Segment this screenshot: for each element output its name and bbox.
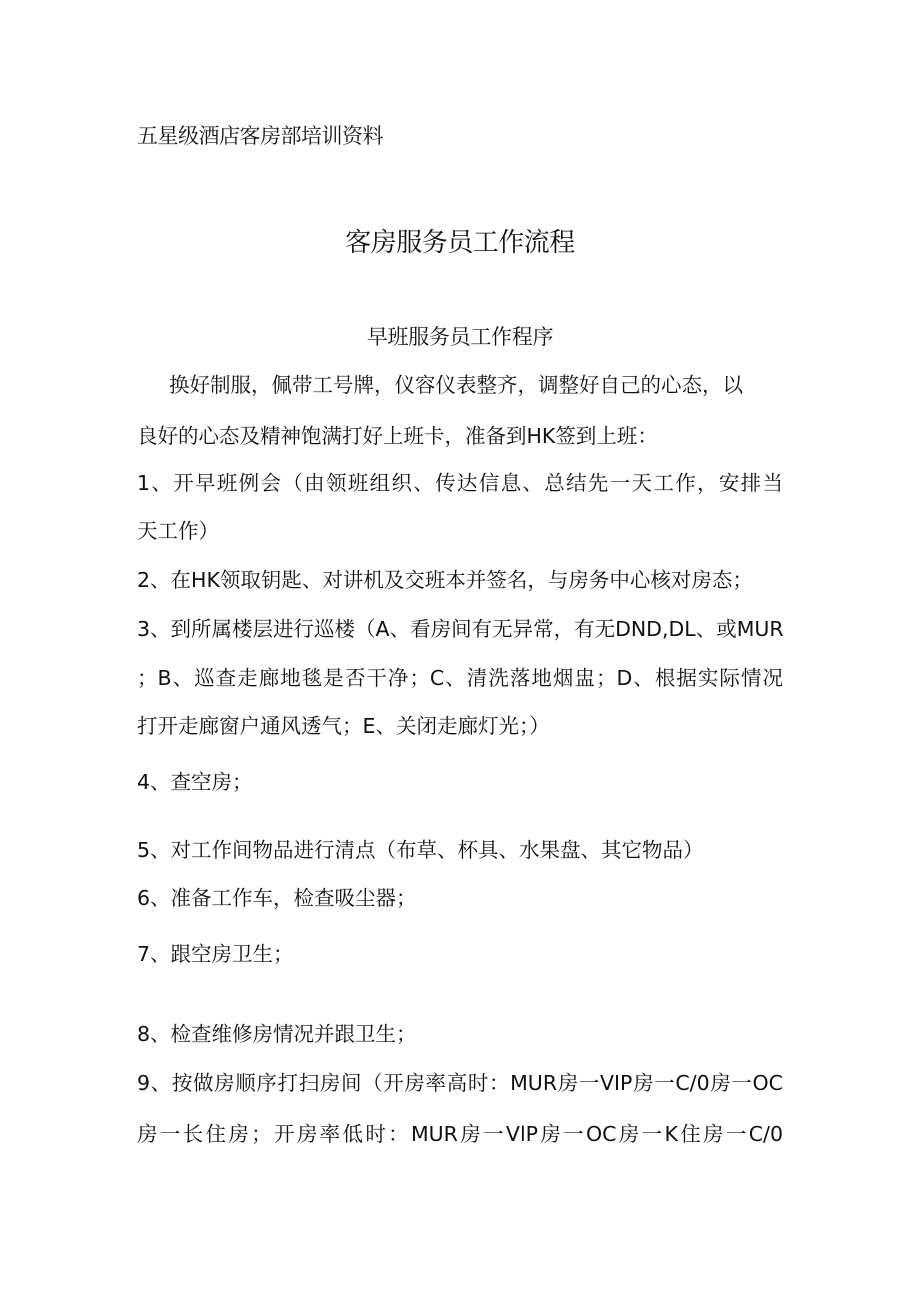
paragraph-line-intro-2: 良好的心态及精神饱满打好上班卡，准备到HK签到上班： [137, 424, 658, 448]
list-item-1-line-1: 1、开早班例会（由领班组织、传达信息、总结先一天工作，安排当 [137, 471, 783, 495]
document-header: 五星级酒店客房部培训资料 [137, 124, 383, 148]
list-item-9-line-1: 9、按做房顺序打扫房间（开房率高时：MUR房一VIP房一C/0房一OC [137, 1071, 783, 1095]
list-item-3-line-3: 打开走廊窗户通风透气；E、关闭走廊灯光；） [137, 714, 550, 738]
section-title: 早班服务员工作程序 [366, 325, 554, 349]
list-item-3-line-1: 3、到所属楼层进行巡楼（A、看房间有无异常，有无DND,DL、或MUR [137, 617, 784, 641]
list-item-4: 4、查空房； [137, 770, 253, 794]
list-item-2: 2、在HK领取钥匙、对讲机及交班本并签名，与房务中心核对房态； [137, 568, 753, 592]
list-item-7: 7、跟空房卫生； [137, 942, 294, 966]
document-title: 客房服务员工作流程 [345, 228, 575, 258]
list-item-9-line-2: 房一长住房；开房率低时：MUR房一VlP房一OC房一K住房一C/0 [137, 1122, 783, 1146]
paragraph-line-intro-1: 换好制服，佩带工号牌，仪容仪表整齐，调整好自己的心态，以 [169, 373, 743, 397]
list-item-5: 5、对工作间物品进行清点（布草、杯具、水果盘、其它物品） [137, 838, 704, 862]
list-item-8: 8、检查维修房情况并跟卫生； [137, 1022, 417, 1046]
list-item-3-line-2: ；B、巡查走廊地毯是否干净；C、清洗落地烟盅；D、根据实际情况 [137, 666, 783, 690]
list-item-1-line-2: 天工作） [137, 519, 219, 543]
list-item-6: 6、准备工作车，检查吸尘器； [137, 886, 417, 910]
